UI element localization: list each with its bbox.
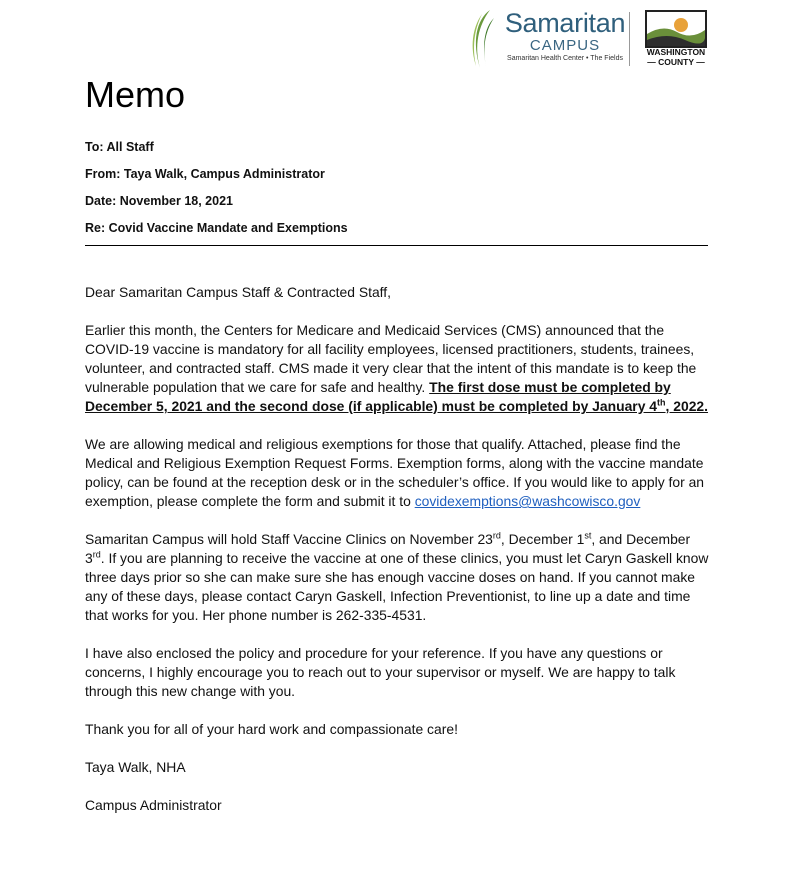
county-logo-line1: WASHINGTON <box>646 47 706 57</box>
letter-greeting: Dear Samaritan Campus Staff & Contracted Staff, <box>85 284 392 300</box>
samaritan-logo-campus: CAMPUS <box>529 37 601 54</box>
paragraph-exemptions <box>85 435 710 511</box>
clinics-text-d: . If you are planning to receive the vaccine at one of these clinics, you must let Caryn Gaskell know three days prior so she can make sure she has enough vaccine doses on hand. If you cannot make any of these days, please contact Caryn Gaskell, Infection Preventionist, to line up a date and time that works for you. Her phone number is 262-335-4531. <box>85 550 709 623</box>
letter-body <box>85 283 710 834</box>
paragraph-policy: I have also enclosed the policy and procedure for your reference. If you have any questions or concerns, I highly encourage you to reach out to your supervisor or myself. We are happy to talk through this new change with you. <box>85 645 676 699</box>
memo-to: To: All Staff <box>85 140 154 154</box>
clinics-sup-2: st <box>584 530 592 541</box>
clinics-text-a: Samaritan Campus will hold Staff Vaccine Clinics on November 23 <box>85 531 493 547</box>
mandate-text: Earlier this month, the Centers for Medicare and Medicaid Services (CMS) announced that the COVID-19 vaccine is mandatory for all facility employees, licensed practitioners, students, trainees, volunteer, and contracted staff. CMS made it very clear that the intent of this mandate is to keep the vulnerable population that we care for safe and healthy. <box>85 322 697 395</box>
county-logo-line2: — COUNTY — <box>647 57 705 67</box>
header-divider <box>85 245 708 246</box>
memo-subject: Re: Covid Vaccine Mandate and Exemptions <box>85 221 348 235</box>
header-logos <box>468 8 718 70</box>
memo-date: Date: November 18, 2021 <box>85 194 233 208</box>
clinics-text-c: , and December 3 <box>85 531 691 566</box>
signature-name: Taya Walk, NHA <box>85 759 186 775</box>
clinics-sup-3: rd <box>92 549 101 560</box>
signature-title: Campus Administrator <box>85 797 222 813</box>
paragraph-mandate <box>85 321 710 416</box>
samaritan-logo-name: Samaritan <box>504 8 626 38</box>
county-landscape-icon <box>645 10 707 48</box>
deadline-year: , 2022. <box>665 398 709 414</box>
memo-title: Memo <box>85 74 186 115</box>
paragraph-thanks: Thank you for all of your hard work and compassionate care! <box>85 721 458 737</box>
samaritan-logo <box>490 8 640 64</box>
memo-from: From: Taya Walk, Campus Administrator <box>85 167 325 181</box>
clinics-sup-1: rd <box>492 530 501 541</box>
washington-county-logo <box>643 10 709 70</box>
clinics-text-b: , December 1 <box>500 531 585 547</box>
deadline-text: The first dose must be completed by December 5, 2021 and the second dose (if applicable) must be completed by January 4 <box>85 379 671 414</box>
logo-divider <box>629 12 630 66</box>
deadline-sup: th <box>657 397 666 408</box>
exemptions-text: We are allowing medical and religious exemptions for those that qualify. Attached, please find the Medical and Religious Exemption Request Forms. Exemption forms, along with the vaccine mandate policy, can be found at the reception desk or in the scheduler’s office. If you would like to apply for an exemption, please complete the form and submit it to <box>85 436 705 509</box>
washington-county-name <box>643 47 709 67</box>
exemption-email-link[interactable]: covidexemptions@washcowisco.gov <box>414 493 641 509</box>
samaritan-logo-subtitle: Samaritan Health Center • The Fields <box>507 55 623 62</box>
paragraph-clinics <box>85 530 710 625</box>
